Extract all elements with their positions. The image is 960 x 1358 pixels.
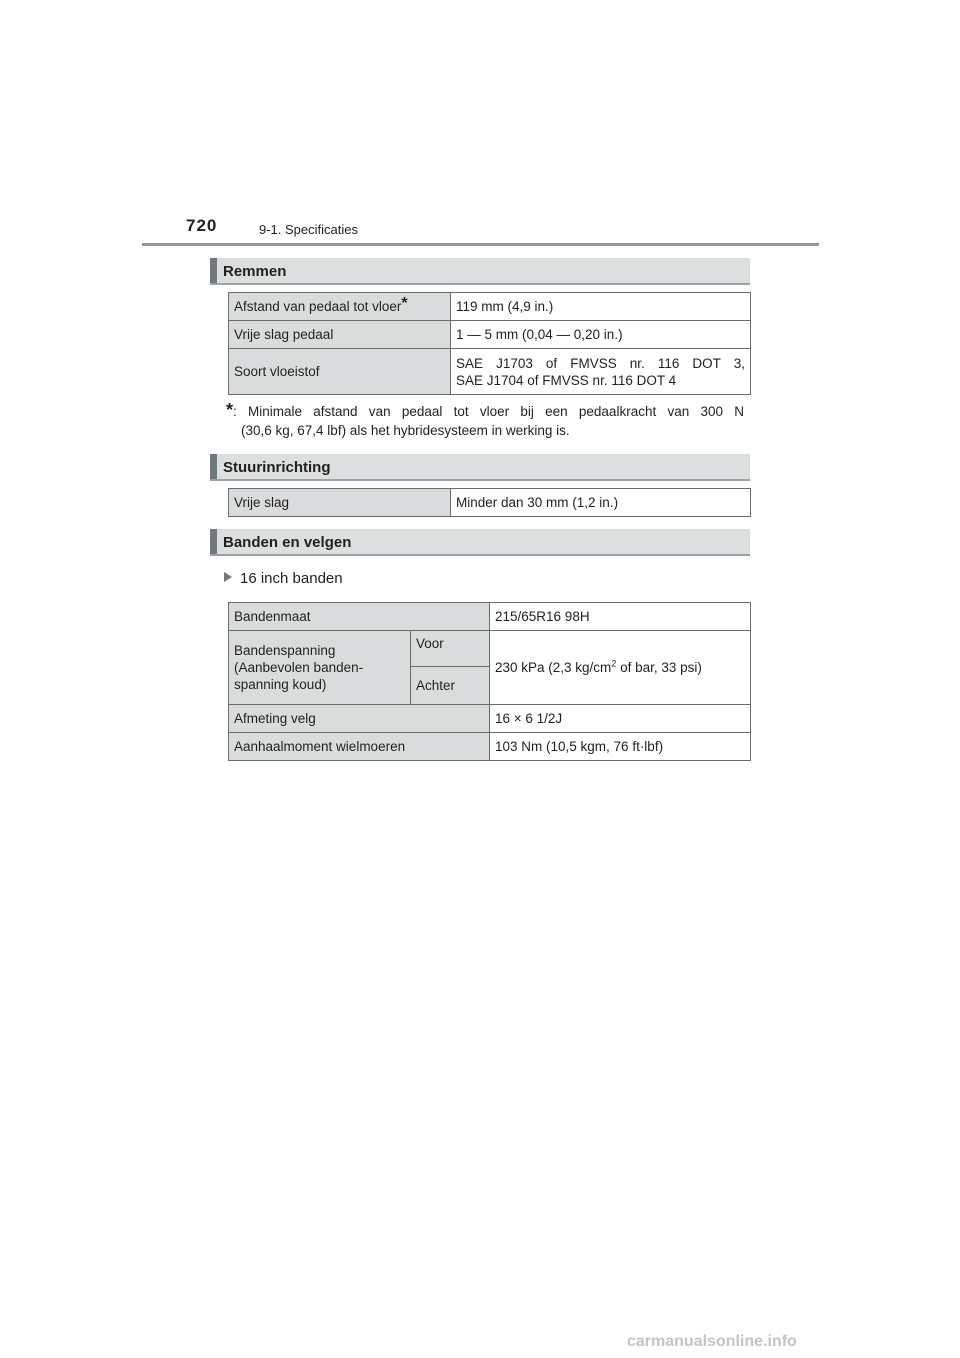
- value-line: SAE J1704 of FMVSS nr. 116 DOT 4: [456, 372, 677, 388]
- table-row: [229, 349, 751, 395]
- header-rule: [142, 243, 819, 246]
- table-cell-label: Aanhaalmoment wielmoeren: [229, 733, 490, 761]
- section-heading-brakes: [210, 258, 750, 285]
- table-cell-label: Vrije slag pedaal: [229, 321, 451, 349]
- section-heading-tires: [210, 529, 750, 556]
- table-cell-sublabel: Voor: [411, 631, 490, 667]
- table-row: [229, 631, 751, 667]
- footnote-mark: *: [226, 400, 234, 420]
- table-cell-value: 103 Nm (10,5 kgm, 76 ft·lbf): [490, 733, 751, 761]
- table-cell-value: 119 mm (4,9 in.): [451, 293, 751, 321]
- table-cell-value: 215/65R16 98H: [490, 603, 751, 631]
- section-heading-steering: [210, 454, 750, 481]
- label-line: spanning koud): [234, 677, 327, 692]
- table-cell-label: [229, 631, 411, 705]
- row-label: Afstand van pedaal tot vloer: [234, 299, 402, 314]
- footnote-marker: *: [401, 295, 408, 312]
- footnote-text: : Minimale afstand van pedaal tot vloer bij een pedaalkracht van 300 N: [233, 404, 744, 419]
- table-cell-value: 16 × 6 1/2J: [490, 705, 751, 733]
- table-cell-value: Minder dan 30 mm (1,2 in.): [451, 489, 751, 517]
- section-reference: 9-1. Specificaties: [259, 222, 358, 237]
- table-cell-value: [490, 631, 751, 705]
- label-line: Bandenspanning: [234, 643, 336, 658]
- table-cell-label: Bandenmaat: [229, 603, 490, 631]
- bullet-text: 16 inch banden: [240, 570, 343, 587]
- table-cell-label: Afmeting velg: [229, 705, 490, 733]
- triangle-bullet-icon: [224, 572, 232, 582]
- table-cell-value: [451, 349, 751, 395]
- table-row: [229, 603, 751, 631]
- table-row: [229, 293, 751, 321]
- section-title: Banden en velgen: [223, 534, 352, 551]
- pressure-value-sup: 2: [611, 658, 617, 669]
- watermark: carmanualsonline.info: [627, 1333, 797, 1350]
- table-cell-label: Soort vloeistof: [229, 349, 451, 395]
- page-number: 720: [186, 216, 218, 235]
- footnote: [226, 401, 744, 440]
- footnote-line: (30,6 kg, 67,4 lbf) als het hybridesysteem in werking is.: [241, 423, 570, 438]
- section-title: Remmen: [223, 263, 287, 280]
- table-row: [229, 321, 751, 349]
- label-line: (Aanbevolen banden-: [234, 660, 364, 675]
- table-cell-value: 1 — 5 mm (0,04 — 0,20 in.): [451, 321, 751, 349]
- value-line: SAE J1703 of FMVSS nr. 116 DOT 3,: [456, 355, 745, 371]
- table-cell-label: [229, 293, 451, 321]
- pressure-value: 230 kPa (2,3 kg/cm: [495, 660, 612, 675]
- tires-table: [228, 602, 751, 761]
- table-cell-sublabel: Achter: [411, 667, 490, 705]
- table-cell-label: Vrije slag: [229, 489, 451, 517]
- table-row: [229, 705, 751, 733]
- steering-table: [228, 488, 751, 517]
- pressure-value-post: of bar, 33 psi): [616, 660, 702, 675]
- section-title: Stuurinrichting: [223, 459, 331, 476]
- footnote-line: [226, 401, 744, 421]
- table-row: [229, 733, 751, 761]
- table-row: [229, 489, 751, 517]
- bullet-item: [224, 570, 343, 587]
- brakes-table: [228, 292, 751, 395]
